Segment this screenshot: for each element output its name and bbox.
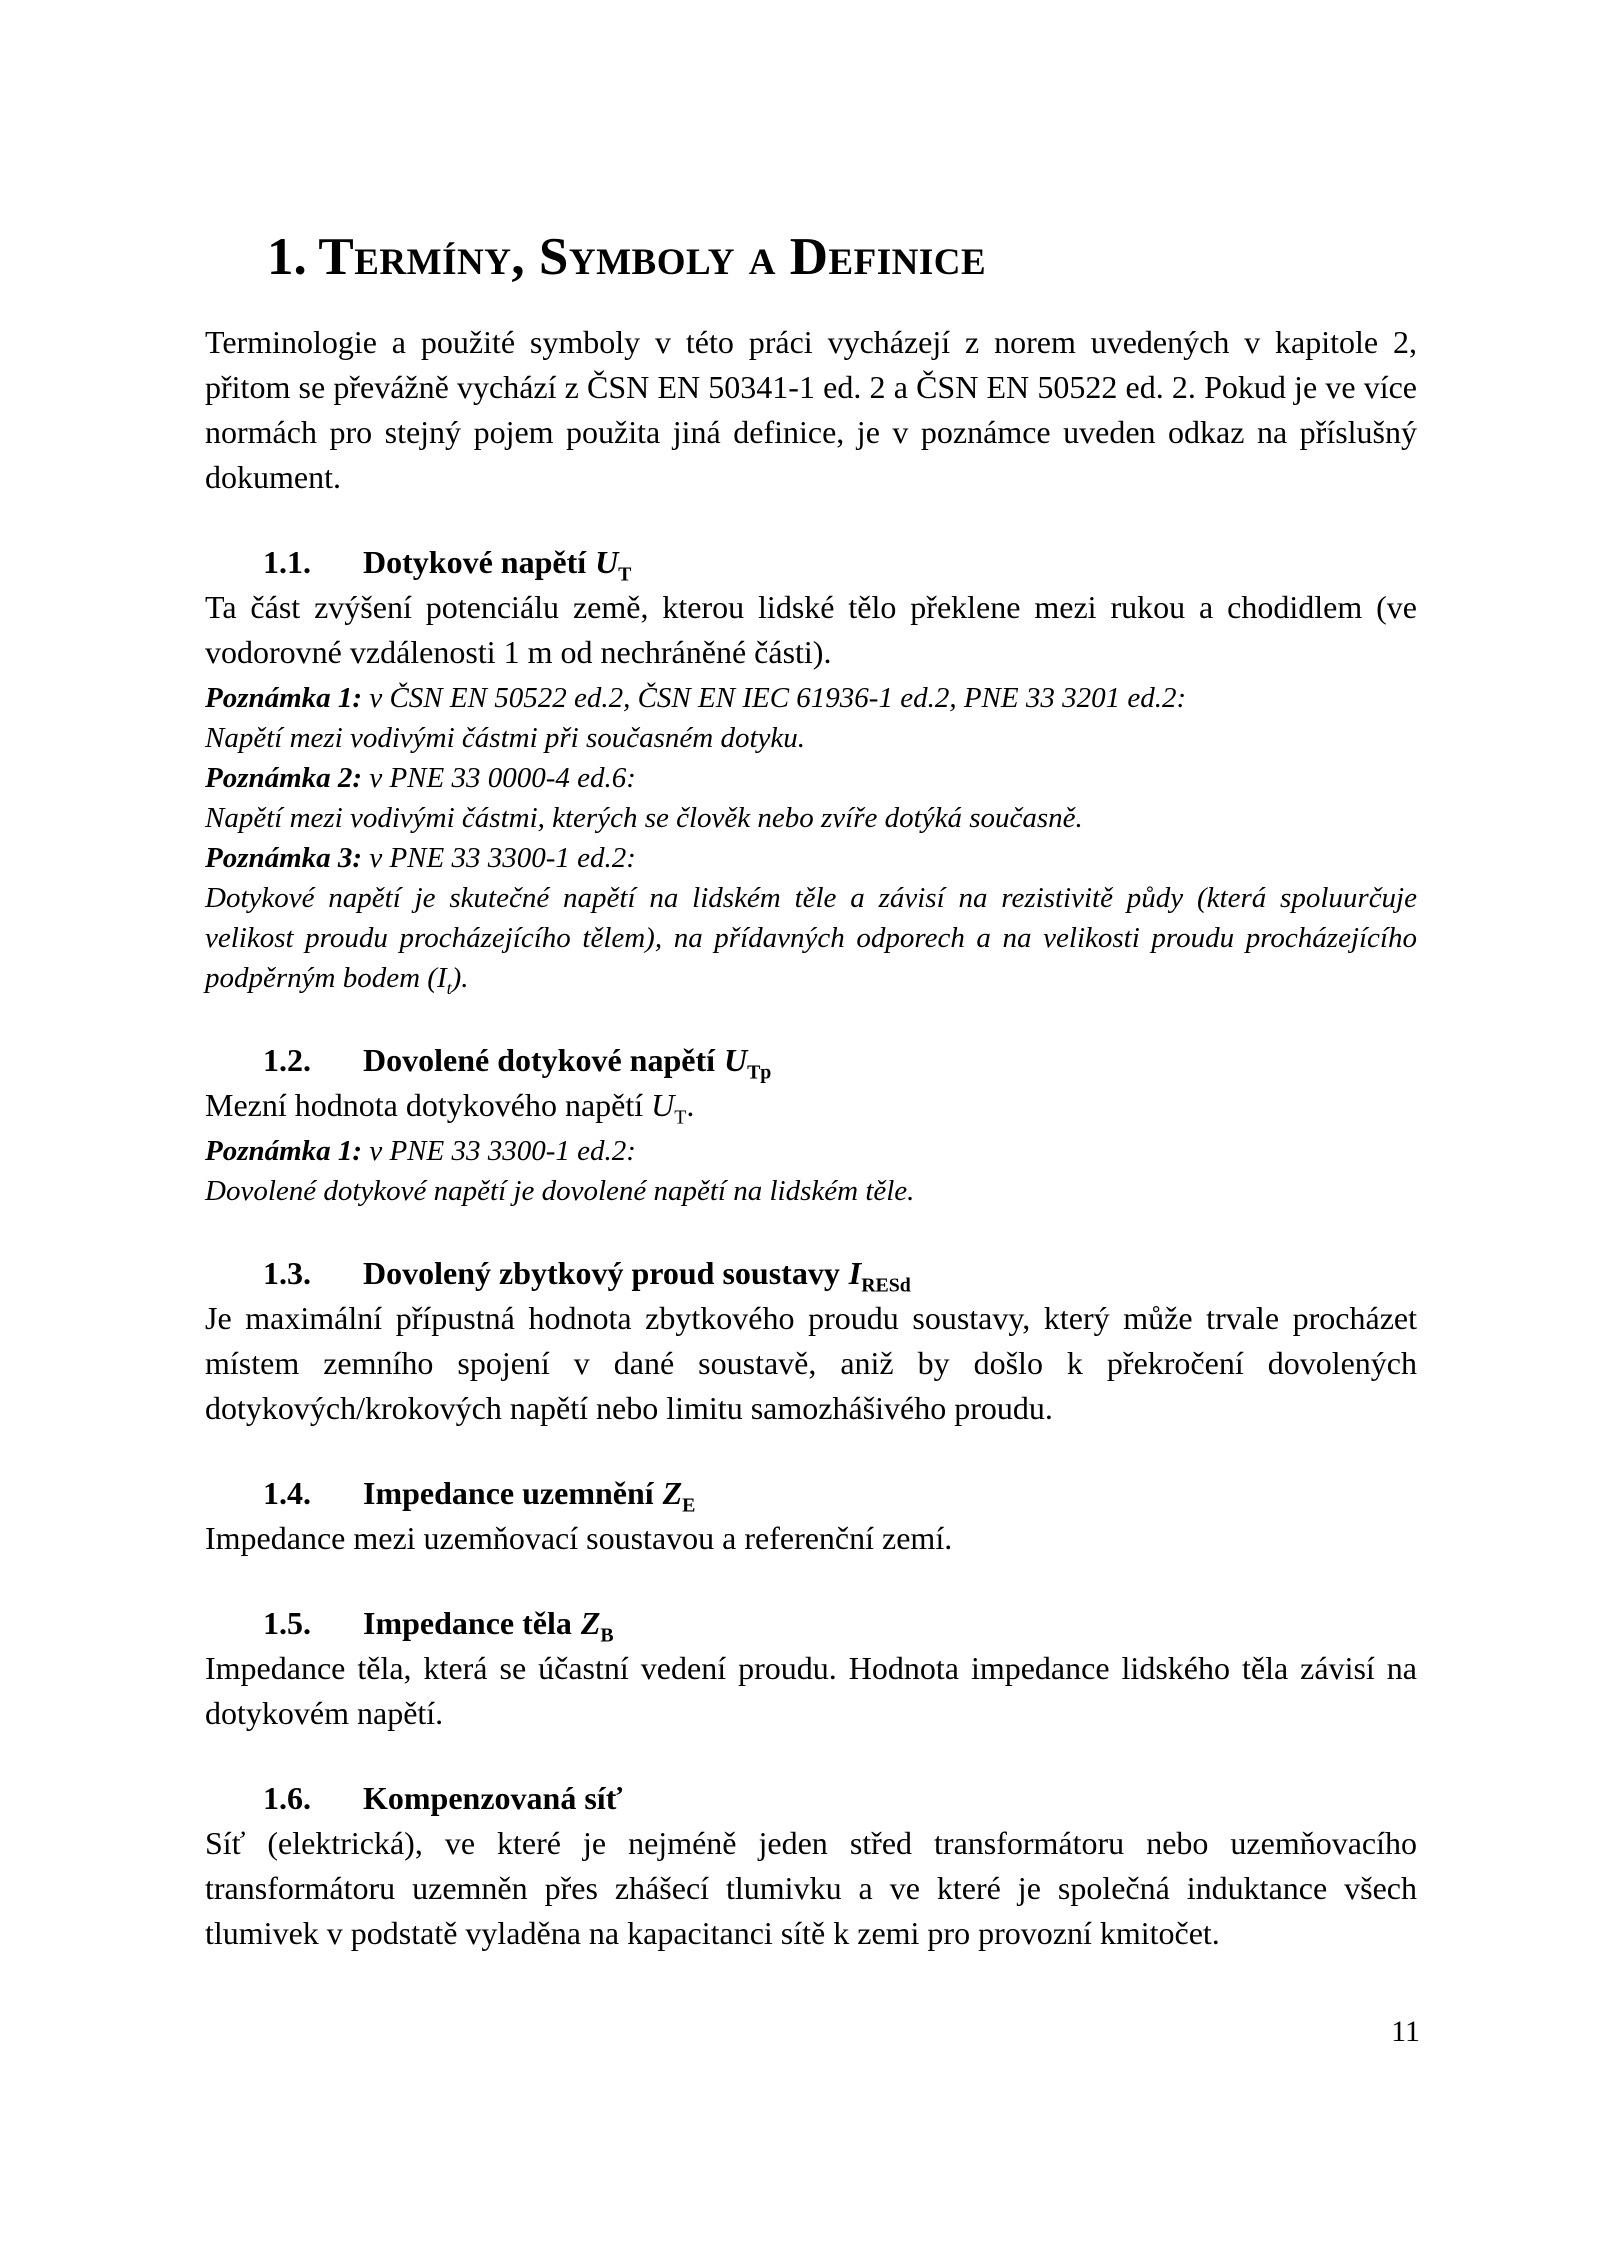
section-1-6 [205,1776,1417,1956]
section-title: Impedance těla [363,1605,572,1641]
note [205,758,1417,838]
note-header [205,678,1417,718]
note-body: Napětí mezi vodivými částmi při současném dotyku. [205,722,806,754]
section-title: Kompenzovaná síť [363,1780,623,1816]
section-title: Impedance uzemnění [363,1475,654,1511]
note-header [205,758,1417,798]
section-heading [205,1038,1417,1083]
note-header [205,1131,1417,1171]
note-label: Poznámka 3: [205,842,363,874]
symbol-subscript: E [682,1494,696,1517]
symbol-subscript: T [618,563,632,586]
note-label: Poznámka 1: [205,1135,363,1167]
section-heading [205,1601,1417,1646]
section-heading [205,1471,1417,1516]
symbol-base: I [848,1255,862,1291]
body-text: . [686,1087,695,1123]
note-body: Napětí mezi vodivými částmi, kterých se člověk nebo zvíře dotýká současně. [205,802,1083,834]
note-body [205,878,1417,998]
symbol-subscript: T [674,1106,687,1129]
page-content [205,222,1417,1956]
section-body: Je maximální přípustná hodnota zbytkového proudu soustavy, který může trvale procházet místem zemního spojení v dané soustavě, aniž by došlo k překročení dovolených dotykových/krokových napětí nebo limitu samozhášivého proudu. [205,1300,1417,1426]
symbol-base: I [436,962,447,994]
section-number: 1.1. [263,544,311,580]
section-heading [205,1776,1417,1821]
title-number: 1. [267,228,307,286]
section-body: Impedance těla, která se účastní vedení proudu. Hodnota impedance lidského těla závisí na dotykovém napětí. [205,1650,1417,1731]
note-reference: v PNE 33 0000-4 ed.6: [369,762,636,794]
note-header [205,838,1417,878]
section-number: 1.5. [263,1605,311,1641]
symbol-subscript: Tp [747,1061,772,1084]
symbol-subscript: t [446,977,452,998]
section-number: 1.3. [263,1255,311,1291]
note-reference: v ČSN EN 50522 ed.2, ČSN EN IEC 61936-1 ed.2, PNE 33 3201 ed.2: [369,682,1187,714]
section-1-3 [205,1251,1417,1431]
section-number: 1.2. [263,1042,311,1078]
section-1-5 [205,1601,1417,1736]
section-title: Dovolený zbytkový proud soustavy [363,1255,840,1291]
note-label: Poznámka 1: [205,682,363,714]
title-text: Termíny, Symboly a Definice [318,228,987,286]
symbol-base: U [651,1087,675,1123]
note-label: Poznámka 2: [205,762,363,794]
section-1-4 [205,1471,1417,1561]
note [205,1131,1417,1211]
section-heading [205,1251,1417,1296]
notes-block [205,1131,1417,1211]
section-number: 1.4. [263,1475,311,1511]
symbol-subscript: RESd [861,1274,911,1297]
body-text: Mezní hodnota dotykového napětí [205,1087,652,1123]
page-title [205,222,1417,292]
section-body: Impedance mezi uzemňovací soustavou a referenční zemí. [205,1520,953,1556]
section-heading [205,540,1417,585]
note-body-text: Dotykové napětí je skutečné napětí na lidském těle a závisí na rezistivitě půdy (která spoluurčuje velikost proudu procházejícího tělem), na přídavných odporech a na velikosti proudu procházejícího podpěrným bodem ( [205,882,1417,994]
symbol-subscript: B [600,1624,614,1647]
section-1-2 [205,1038,1417,1211]
section-1-1 [205,540,1417,998]
symbol-base: Z [580,1605,601,1641]
note [205,838,1417,998]
note-body: Dovolené dotykové napětí je dovolené napětí na lidském těle. [205,1175,915,1207]
notes-block [205,678,1417,998]
section-title: Dovolené dotykové napětí [363,1042,715,1078]
section-title: Dotykové napětí [363,544,587,580]
page-number: 11 [1391,2015,1420,2048]
section-body: Síť (elektrická), ve které je nejméně jeden střed transformátoru nebo uzemňovacího transformátoru uzemněn přes zhášecí tlumivku a ve které je společná induktance všech tlumivek v podstatě vyladěna na kapacitanci sítě k zemi pro provozní kmitočet. [205,1825,1417,1951]
section-body [205,1083,1417,1128]
note-reference: v PNE 33 3300-1 ed.2: [369,1135,636,1167]
symbol-base: U [595,544,619,580]
note [205,678,1417,758]
intro-paragraph: Terminologie a použité symboly v této práci vycházejí z norem uvedených v kapitole 2, přitom se převážně vychází z ČSN EN 50341-1 ed. 2 a ČSN EN 50522 ed. 2. Pokud je ve více normách pro stejný pojem použita jiná definice, je v poznámce uveden odkaz na příslušný dokument. [205,324,1417,495]
note-reference: v PNE 33 3300-1 ed.2: [369,842,636,874]
section-body: Ta část zvýšení potenciálu země, kterou lidské tělo překlene mezi rukou a chodidlem (ve vodorovné vzdálenosti 1 m od nechráněné části). [205,589,1417,670]
section-number: 1.6. [263,1780,311,1816]
symbol-base: U [723,1042,748,1078]
note-body-text: ). [451,962,469,994]
symbol-base: Z [662,1475,683,1511]
